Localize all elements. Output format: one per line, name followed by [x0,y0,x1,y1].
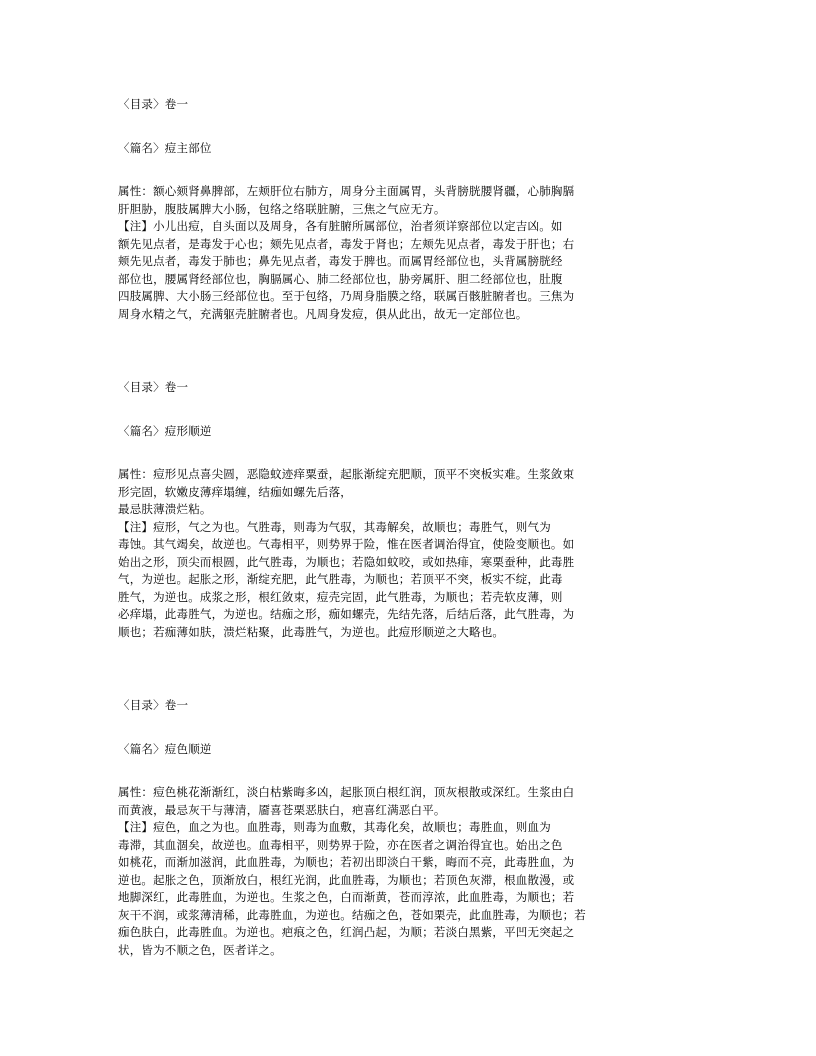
attribute-paragraph [118,784,698,819]
text-line: 地脚深红，此毒胜血，为逆也。生浆之色，白而渐黄，苍而淳浓，此血胜毒，为顺也；若 [118,890,575,904]
text-line: 毒滞，其血涸矣，故逆也。血毒相平，则势界于险，亦在医者之调治得宜也。始出之色 [118,837,563,852]
text-line: 如桃花，而渐加滋润，此血胜毒，为顺也；若初出即淡白干紫，晦而不亮，此毒胜血，为 [118,855,575,869]
document-section [118,379,698,641]
text-line: 四肢属脾、大小肠三经部位也。至于包络，乃周身脂膜之络，联属百骸脏腑者也。三焦为 [118,289,575,303]
section-title: 〈篇名〉痘色顺逆 [118,741,212,756]
catalog-line: 〈目录〉卷一 [118,380,189,394]
attribute-paragraph [118,183,698,218]
note-paragraph [118,519,698,642]
document-section [118,697,698,959]
text-line: 毒蚀。其气竭矣，故逆也。气毒相平，则势界于险，惟在医者调治得宜，使险变顺也。如 [118,537,575,551]
catalog-line: 〈目录〉卷一 [118,97,189,111]
text-line: 而黄液，最忌灰干与薄清，靥喜苍栗恶肤白，疤喜红满恶白平。 [118,802,446,817]
text-line: 逆也。起胀之色，顶渐放白，根红光润，此血胜毒，为顺也；若顶色灰滞，根血散漫，或 [118,872,575,887]
note-paragraph [118,218,698,323]
attribute-paragraph [118,466,698,519]
text-line: 灰干不润，或浆薄清稀，此毒胜血，为逆也。结痂之色，苍如栗壳，此血胜毒，为顺也；若 [118,907,586,922]
text-line: 必痒塌，此毒胜气，为逆也。结痂之形，痂如螺壳，先结先落，后结后落，此气胜毒，为 [118,607,575,621]
section-title: 〈篇名〉痘主部位 [118,140,212,155]
catalog-line: 〈目录〉卷一 [118,698,189,712]
text-line: 状，皆为不顺之色，医者详之。 [118,942,282,957]
text-line: 颊先见点者，毒发于肺也；鼻先见点者，毒发于脾也。而属胃经部位也，头背属膀胱经 [118,254,563,268]
text-line: 部位也，腰属肾经部位也，胸膈属心、肺二经部位也，胁旁属肝、胆二经部位也，肚腹 [118,271,563,286]
section-title: 〈篇名〉痘形顺逆 [118,423,212,438]
text-line: 顺也；若痂薄如肤，溃烂粘聚，此毒胜气，为逆也。此痘形顺逆之大略也。 [118,624,505,639]
document-body [118,96,698,959]
text-line: 始出之形，顶尖而根圆，此气胜毒，为顺也；若隐如蚊咬，或如热痱，寒栗蚕种，此毒胜 [118,554,575,569]
text-line: 属性：痘色桃花渐渐红，淡白枯紫晦多凶，起胀顶白根红润，顶灰根散或深红。生浆由白 [118,785,575,799]
text-line: 额先见点者，是毒发于心也；颏先见点者，毒发于肾也；左颊先见点者，毒发于肝也；右 [118,236,575,251]
text-line: 属性：痘形见点喜尖圆，恶隐蚊迹痒粟蚕，起胀渐绽充肥顺，顶平不突板实难。生浆敛束 [118,467,575,481]
text-line: 痂色肤白，此毒胜血。为逆也。疤痕之色，红润凸起，为顺；若淡白黑紫，平凹无突起之 [118,925,575,939]
text-line: 【注】痘色，血之为也。血胜毒，则毒为血敷，其毒化矣，故顺也；毒胜血，则血为 [118,820,551,834]
text-line: 属性：额心颏肾鼻脾部，左颊肝位右肺方，周身分主面属胃，头背膀胱腰肾疆，心肺胸膈 [118,184,575,198]
text-line: 气，为逆也。起胀之形，渐绽充肥，此气胜毒，为顺也；若顶平不突，板实不绽，此毒 [118,572,563,586]
document-section [118,96,698,323]
text-line: 最忌肤薄溃烂粘。 [118,502,212,516]
note-paragraph [118,819,698,959]
text-line: 肝胆胁，腹肢属脾大小肠，包络之络联脏腑，三焦之气应无方。 [118,201,446,216]
text-line: 形完固，软嫩皮薄痒塌缠，结痂如螺先后落， [118,484,352,499]
text-line: 【注】痘形，气之为也。气胜毒，则毒为气驭，其毒解矣，故顺也；毒胜气，则气为 [118,519,551,534]
text-line: 周身水精之气，充满躯壳脏腑者也。凡周身发痘，俱从此出，故无一定部位也。 [118,306,528,321]
text-line: 胜气，为逆也。成浆之形，根红敛束，痘壳完固，此气胜毒，为顺也；若壳软皮薄，则 [118,589,563,604]
text-line: 【注】小儿出痘，自头面以及周身，各有脏腑所属部位，治者须详察部位以定吉凶。如 [118,219,563,233]
